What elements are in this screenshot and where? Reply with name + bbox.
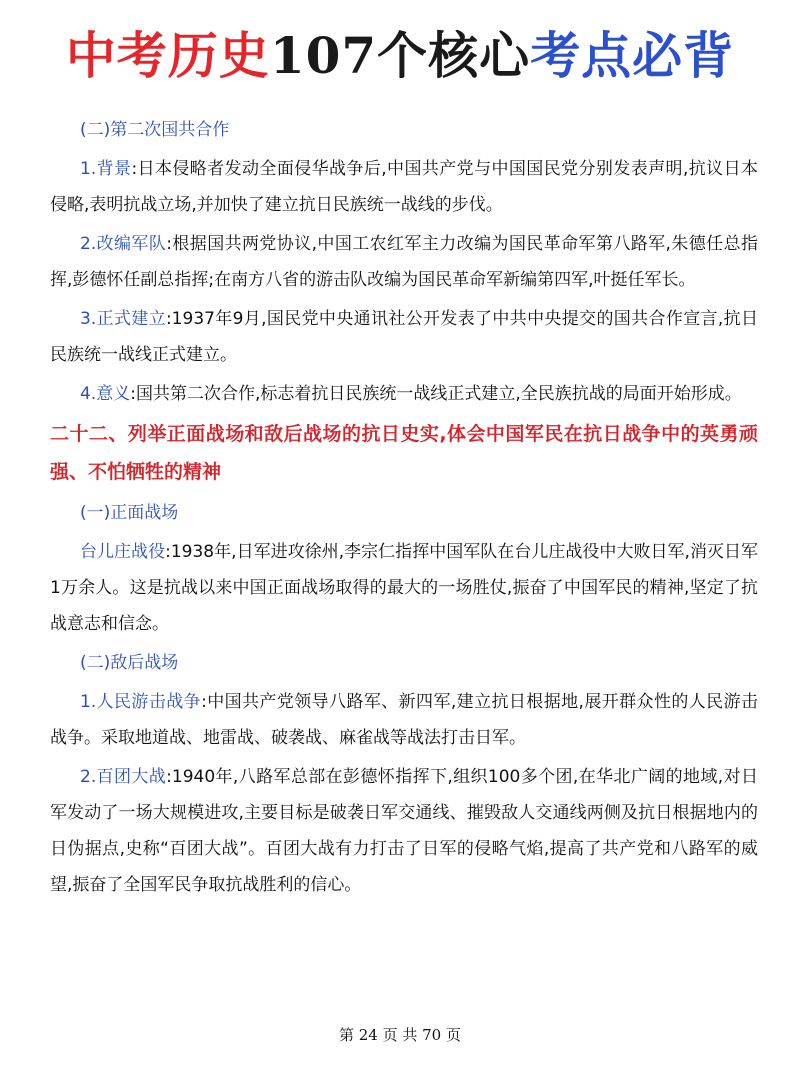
paragraph-text: :1938年,日军进攻徐州,李宗仁指挥中国军队在台儿庄战役中大败日军,消灭日军1万余人。这是抗战以来中国正面战场取得的最大的一场胜仗,振奋了中国军民的精神,坚定了抗战意志和信念。: [50, 542, 759, 634]
chapter-heading-22: 二十二、列举正面战场和敌后战场的抗日史实,体会中国军民在抗日战争中的英勇顽强、不怕牺牲的精神: [50, 423, 758, 483]
paragraph-text: :国共第二次合作,标志着抗日民族统一战线正式建立,全民族抗战的局面开始形成。: [130, 384, 742, 404]
paragraph-text: :根据国共两党协议,中国工农红军主力改编为国民革命军第八路军,朱德任总指挥,彭德怀任副总指挥;在南方八省的游击队改编为国民革命军新编第四军,叶挺任军长。: [50, 234, 758, 290]
paragraph-text: :1937年9月,国民党中央通讯社公开发表了中共中央提交的国共合作宣言,抗日民族统一战线正式建立。: [50, 309, 758, 365]
section-heading-second-cooperation: (二)第二次国共合作: [80, 120, 230, 140]
page-title: [0, 28, 800, 83]
paragraph-lead: 台儿庄战役: [80, 542, 166, 562]
paragraph-formal-establishment: [50, 301, 758, 373]
paragraph-lead: 1.人民游击战争: [80, 692, 202, 712]
paragraph-lead: 2.改编军队: [80, 234, 167, 254]
paragraph-text: :日本侵略者发动全面侵华战争后,中国共产党与中国国民党分别发表声明,抗议日本侵略,表明抗战立场,并加快了建立抗日民族统一战线的步伐。: [50, 159, 758, 215]
paragraph-taierzhuang: [50, 534, 758, 642]
paragraph-text: :中国共产党领导八路军、新四军,建立抗日根据地,展开群众性的人民游击战争。采取地道战、地雷战、破袭战、麻雀战等战法打击日军。: [50, 692, 758, 748]
title-part-black: 107个核心: [269, 26, 531, 85]
paragraph-army-reorganization: [50, 226, 758, 298]
paragraph-guerrilla-war: [50, 684, 758, 756]
paragraph-background: [50, 151, 758, 223]
title-part-red: 中考历史: [65, 26, 270, 85]
paragraph-lead: 1.背景: [80, 159, 132, 179]
paragraph-hundred-regiments: [50, 759, 758, 903]
paragraph-text: :1940年,八路军总部在彭德怀指挥下,组织100多个团,在华北广阔的地域,对日军发动了一场大规模进攻,主要目标是破袭日军交通线、摧毁敌人交通线两侧及抗日根据地内的日伪据点,史称“百团大战”。百团大战有力打击了日军的侵略气焰,提高了共产党和八路军的威望,振奋了全国军民争取抗战胜利的信心。: [50, 767, 758, 895]
paragraph-lead: 2.百团大战: [80, 767, 167, 787]
page-number-footer: 第 24 页 共 70 页: [338, 1026, 461, 1044]
paragraph-lead: 3.正式建立: [80, 309, 166, 329]
section-heading-rear-battlefield: (二)敌后战场: [80, 653, 179, 673]
title-part-blue: 考点必背: [530, 26, 735, 85]
paragraph-lead: 4.意义: [80, 384, 131, 404]
paragraph-significance: [50, 376, 758, 412]
section-heading-front-battlefield: (一)正面战场: [80, 503, 179, 523]
document-body: [50, 112, 758, 906]
